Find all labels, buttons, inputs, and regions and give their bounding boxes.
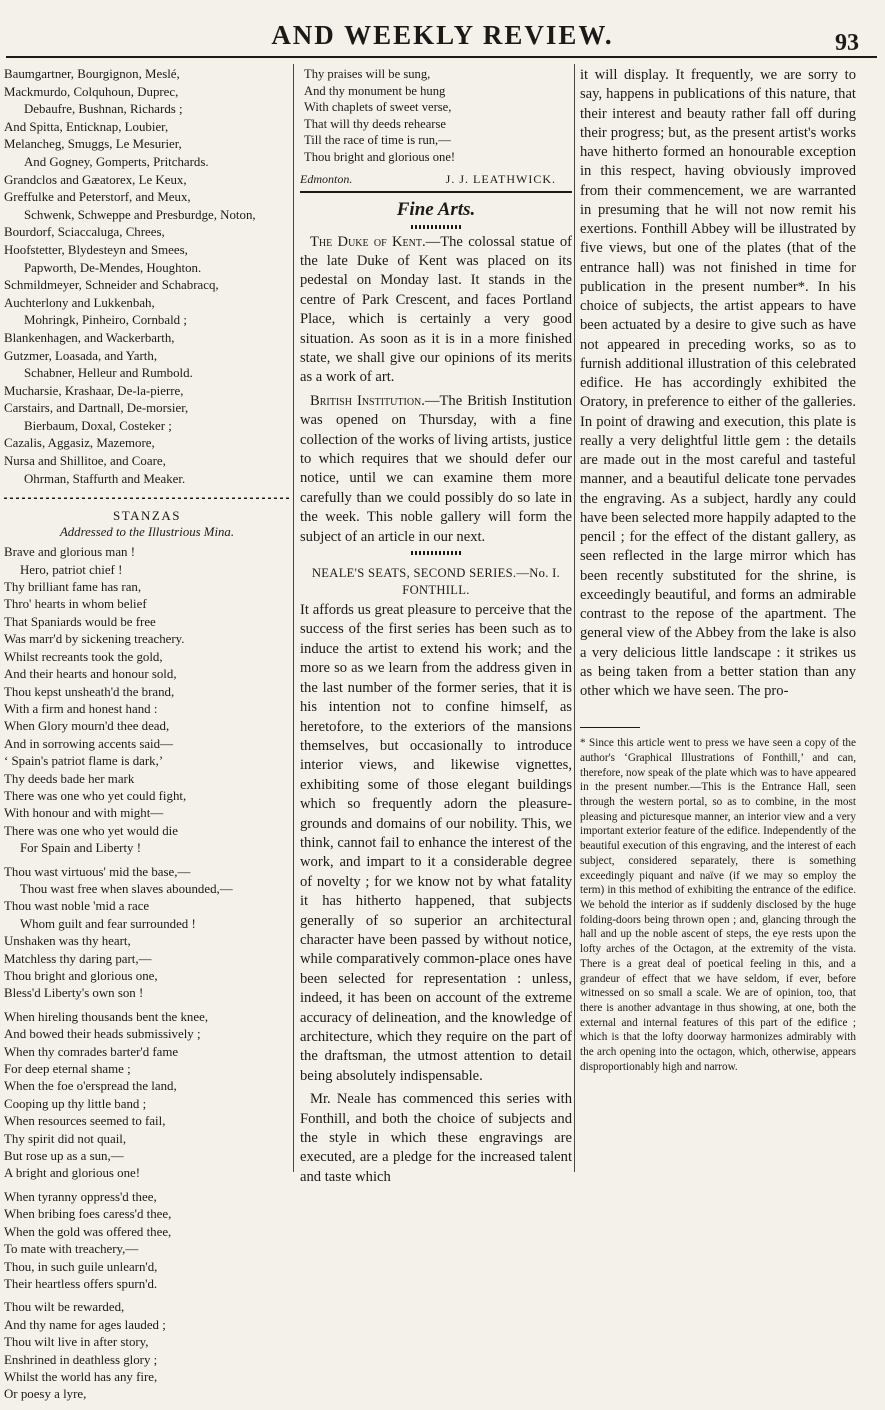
verse-line: Baumgartner, Bourgignon, Meslé, [4,67,180,81]
verse-line: Blankenhagen, and Wackerbarth, [4,330,175,345]
verse-line: Bierbaum, Doxal, Costeker ; [24,418,172,433]
footnote [580,736,856,1074]
verse-line: And bowed their heads submissively ; [4,1027,201,1042]
paragraph: it will display. It frequently, we are sorry to say, happens in publications of this nature, that their interest and beauty rather fall off during their progress; but, as the present artist's works have hitherto formed an honourable exception in this respect, having obviously improved from their commencement, we are warranted in presuming that he will not now remit his exertions. Fonthill Abbey will be illustrated by five views, but one of the plates (that of the entrance hall) was not finished in time for publication in the present number*. In his choice of subjects, the artist appears to have been actuated by a desire to give such as have not appeared in preceding works, so as to furnish additional illustration of this celebrated edifice. He has accordingly exhibited the Oratory, in preference to either of the galleries. In point of drawing and execution, this plate is really a very delightful little gem : the details are made out in the most careful and tasteful manner, and a beautiful delicate tone pervades the engraving. As a subject, hardly any could have been selected more happily adapted to the pencil ; for the effect of the distant gallery, as seen reflected in the large mirror which has been recently substituted for the shrine, is exceedingly beautiful, and forms an admirable contrast to the repose of the apartment. The general view of the Abbey from the lake is also a very delicious little landscape : it strikes us as being taken from a better station than any other which we have seen. The pro- [580,67,856,699]
verse-line: Unshaken was thy heart, [4,934,131,949]
verse-line: Thou bright and glorious one! [304,149,456,164]
paragraph-lead: British Institution. [310,392,425,409]
verse-line: That will thy deeds rehearse [304,116,446,131]
column-3 [580,66,856,1074]
page-number: 93 [835,30,859,56]
verse-line: Whom guilt and fear surrounded ! [20,916,196,931]
verse-line: That Spaniards would be free [4,614,156,629]
verse-line: Cazalis, Aggasiz, Mazemore, [4,436,155,451]
stanza [4,1299,290,1403]
article-body [300,601,572,1187]
stanza [300,66,572,166]
stanza [4,1009,290,1183]
article-title [300,565,572,599]
verse-line: There was one who yet would die [4,823,178,838]
paragraph: It affords us great pleasure to perceive that the success of the first series has been such as to induce the artist to extend his work; and the more so as we learn from the address given in the last number of the former series, that it is his intention not to confine himself, as heretofore, to the exteriors of the mansions themselves, but occasionally to introduce interior views, and likewise vignettes, exhibiting some of those elegant buildings which so frequently adorn the pleasure-grounds and domains of our nobility. This, we think, cannot fail to enhance the interest of the work, and impart to it a considerable degree of novelty ; for we know not by what fatality it has hitherto happened, that subjects generally of so superior an architectural character have been passed by without notice, while comparatively common-place ones have been selected for representation : unless, indeed, it has been on account of the extreme accuracy of delineation, and the knowledge of architecture, which they require on the part of the draftsman, the utmost attention to detail being absolutely indispensable. [300,602,572,1084]
verse-line: When bribing foes caress'd thee, [4,1207,172,1222]
column-rule [293,64,294,1172]
verse-line: Thou wast free when slaves abounded,— [20,881,233,896]
verse-line: Bless'd Liberty's own son ! [4,986,144,1001]
header-rule [6,56,877,58]
stanza [4,172,290,278]
verse-line: When the foe o'erspread the land, [4,1079,177,1094]
verse-line: Grandclos and Gæatorex, Le Keux, [4,172,187,187]
verse-line: Thou wilt live in after story, [4,1335,149,1350]
verse-line: Was marr'd by sickening treachery. [4,632,185,647]
verse-line: Thro' hearts in whom belief [4,597,147,612]
stanza [4,864,290,1003]
running-head: AND WEEKLY REVIEW. [271,20,614,50]
verse-line: Carstairs, and Dartnall, De-morsier, [4,401,189,416]
verse-line: And in sorrowing accents said— [4,736,173,751]
verse-line: Cooping up thy little band ; [4,1096,147,1111]
verse-line: Schmildmeyer, Schneider and Schabracq, [4,278,219,293]
paragraph: Mr. Neale has commenced this series with Fonthill, and both the choice of subjects and the style in which these engravings are executed, are a pledge for the increased talent and taste which [300,1091,572,1185]
verse-line: When resources seemed to fail, [4,1114,166,1129]
verse-line: Thou wilt be rewarded, [4,1300,125,1315]
verse-line: When hireling thousands bent the knee, [4,1009,209,1024]
verse-line: But rose up as a sun,— [4,1149,124,1164]
verse-line: For deep eternal shame ; [4,1062,131,1077]
article-continuation [580,66,856,701]
verse-line: And thy monument be hung [304,83,446,98]
verse-line: Till the race of time is run,— [304,133,451,148]
verse-line: When Glory mourn'd thee dead, [4,719,170,734]
footnote-text: * Since this article went to press we have seen a copy of the author's ‘Graphical Illustrations of Fonthill,’ and can, therefore, now speak of the plate which was to have appeared in the present number.—This is the Entrance Hall, seen through the western portal, so as to combine, in the most pleasing and picturesque manner, an interior view and a very important exterior feature of the edifice. Independently of the beautiful execution of this engraving, and the interest of each subject, considered separately, there is something exceedingly piquant and naïve (if we may so employ the term) in this method of exhibiting the entrance of the edifice. We behold the interior as if suddenly disclosed by the huge folding-doors being thrown open ; and, glancing through the hall and up the noble ascent of steps, the eye rests upon the lofty arches of the Octagon, at the extremity of the vista. There is a great deal of poetical feeling in this, and a grandeur of effect that we have seldom, if ever, before witnessed on so small a scale. We are of opinion, too, that there is another advantage in thus showing, at one, both the external and internal features of this part of the edifice ; which is that the lofty doorway harmonizes admirably with the arch opening into the octagon, which, otherwise, appears disproportionably high and narrow. [580,737,856,1073]
paragraph-british-institution [300,392,572,547]
poem [4,544,290,1404]
verse-line: Hoofstetter, Blydesteyn and Smees, [4,242,188,257]
verse-line: When thy comrades barter'd fame [4,1044,179,1059]
verse-line: Debaufre, Bushnan, Richards ; [24,102,183,117]
article-title-line: NEALE'S SEATS, SECOND SERIES.—No. I. [311,566,561,581]
verse-line: Gutzmer, Loasada, and Yarth, [4,348,158,363]
stanza [4,544,290,857]
verse-line: Whilst the world has any fire, [4,1369,158,1384]
verse-line: Bourdorf, Sciaccaluga, Chrees, [4,225,165,240]
poem-signature [300,172,572,187]
verse-line: Greffulke and Peterstorf, and Meux, [4,190,191,205]
verse-line: And thy name for ages lauded ; [4,1317,166,1332]
verse-line: And Gogney, Gomperts, Pritchards. [24,154,209,169]
verse-line: Melancheg, Smuggs, Le Mesurier, [4,137,182,152]
verse-line: A bright and glorious one! [4,1166,141,1181]
verse-line: Ohrman, Staffurth and Meaker. [24,471,186,486]
stanza [4,66,290,172]
column-1 [4,66,290,1410]
poem-dedication: Addressed to the Illustrious Mina. [59,525,235,540]
stanza [4,277,290,383]
section-rule [300,191,572,193]
paragraph-text: —The colossal statue of the late Duke of Kent was placed on its pedestal on Monday last. It stands in the centre of Park Crescent, and faces Portland Place, which is certainly a very good situation. As soon as it is in a more finished state, we shall give our opinions of its merits as a work of art. [300,233,572,386]
ornamental-rule [411,551,461,555]
paragraph-duke-of-kent [300,233,572,388]
verse-line: Or poesy a lyre, [4,1387,87,1402]
signature-place: Edmonton. [300,171,353,186]
verse-line: Nursa and Shillitoe, and Coare, [4,454,166,469]
verse-line: With chaplets of sweet verse, [304,100,452,115]
stanza [4,383,290,489]
verse-line: Thou bright and glorious one, [4,969,158,983]
verse-line: When tyranny oppress'd thee, [4,1189,157,1204]
verse-line: Thy praises will be sung, [304,67,431,81]
column-rule [574,64,575,1172]
ornamental-rule [411,225,461,229]
verse-line: With honour and with might— [4,806,164,821]
verse-line: Auchterlony and Lukkenbah, [4,295,155,310]
verse-line: Matchless thy daring part,— [4,951,152,966]
verse-line: Papworth, De-Mendes, Houghton. [24,260,202,275]
paragraph-text: —The British Institution was opened on Thursday, with a fine collection of the works of living artists, justice to which requires that we should defer our notice, until we can examine them more carefully than we could possibly do so late in the week. This noble gallery will form the subject of an article in our next. [300,392,572,545]
verse-line: Thy deeds bade her mark [4,771,135,786]
signature-author: J. J. LEATHWICK. [445,171,556,186]
verse-line: Enshrined in deathless glory ; [4,1352,158,1367]
verse-line: With a firm and honest hand : [4,701,158,716]
names-verse [4,66,290,488]
verse-line: There was one who yet could fight, [4,788,187,803]
fine-arts-notices [300,233,572,548]
verse-line: Brave and glorious man ! [4,545,136,560]
verse-line: To mate with treachery,— [4,1242,139,1257]
verse-line: ‘ Spain's patriot flame is dark,’ [4,754,164,769]
verse-line: Schwenk, Schweppe and Presburdge, Noton, [24,207,256,222]
verse-line: And their hearts and honour sold, [4,667,177,682]
column-2 [300,66,572,1191]
verse-line: Thou wast noble 'mid a race [4,899,150,914]
verse-line: Thou, in such guile unlearn'd, [4,1259,158,1274]
verse-line: Thou wast virtuous' mid the base,— [4,864,191,879]
footnote-rule [580,727,640,728]
verse-line: When the gold was offered thee, [4,1224,172,1239]
verse-line: And Spitta, Enticknap, Loubier, [4,119,169,134]
verse-line: Thy brilliant fame has ran, [4,580,142,595]
verse-line: Whilst recreants took the gold, [4,649,163,664]
verse-line: Their heartless offers spurn'd. [4,1276,158,1291]
verse-line: Hero, patriot chief ! [20,562,123,577]
poem-title: STANZAS [113,508,181,524]
verse-line: Thy spirit did not quail, [4,1131,127,1146]
poem-end [300,66,572,166]
verse-line: Schabner, Helleur and Rumbold. [24,366,193,381]
verse-line: Mohringk, Pinheiro, Cornbald ; [24,313,187,328]
stanza [4,1189,290,1293]
paragraph-lead: The Duke of Kent. [310,233,426,250]
ornamental-rule [4,494,290,502]
verse-line: Mackmurdo, Colquhoun, Duprec, [4,84,179,99]
verse-line: For Spain and Liberty ! [20,841,142,856]
verse-line: Mucharsie, Krashaar, De-la-pierre, [4,383,184,398]
article-subtitle: FONTHILL. [402,583,470,598]
verse-line: Thou kepst unsheath'd the brand, [4,684,175,699]
section-title: Fine Arts. [396,198,476,220]
